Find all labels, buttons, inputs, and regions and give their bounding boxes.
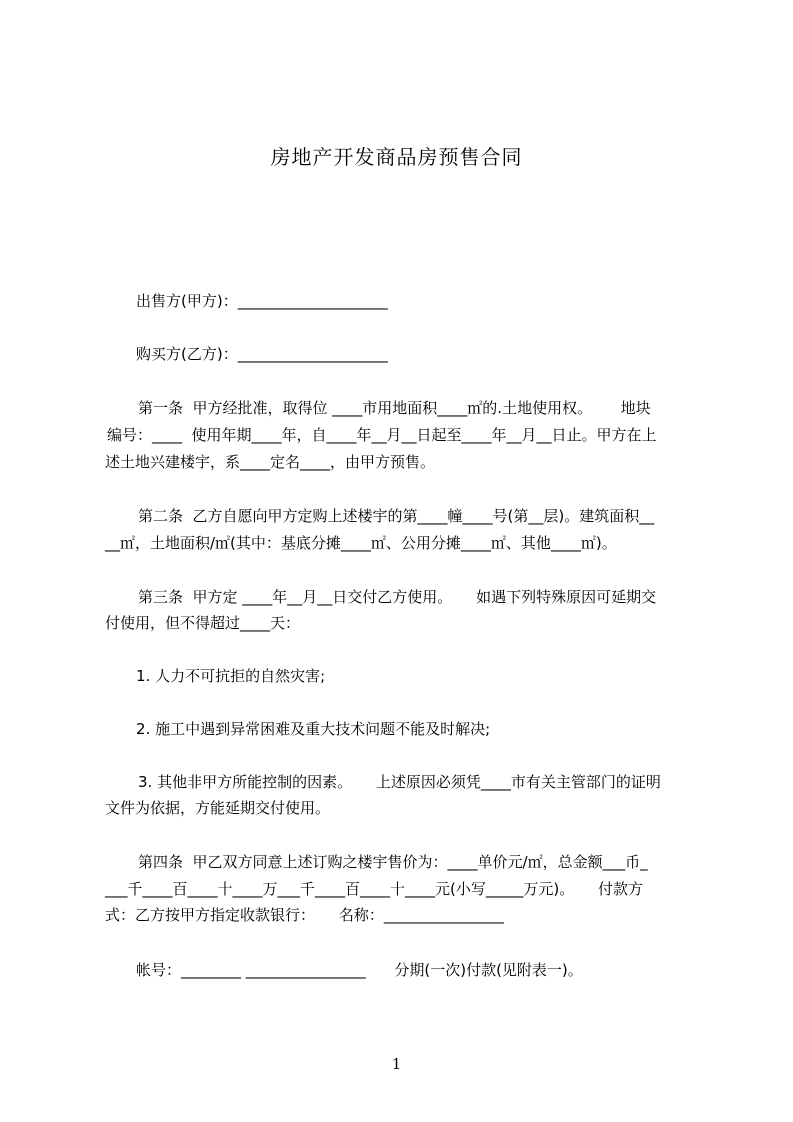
article4-line2: ___千____百____十____万___千____百____十____元(小写_____万元)。 付款方 (105, 880, 644, 898)
account-line: 帐号：________ ________________ 分期(一次)付款(见附表一)。 (136, 961, 583, 979)
page-title: 房地产开发商品房预售合同 (270, 145, 523, 169)
article3-line2: 付使用，但不得超过____天： (105, 614, 301, 632)
article4-line3: 式：乙方按甲方指定收款银行： 名称：________________ (105, 906, 504, 924)
buyer-line: 购买方(乙方)：____________________ (136, 345, 388, 363)
list-item-1: 1. 人力不可抗拒的自然灾害; (136, 667, 326, 685)
article1-line2: 编号：____ 使用年期____年，自____年__月__日起至____年__月__日止。甲方在上 (107, 426, 657, 444)
list-item-3-line1: 3. 其他非甲方所能控制的因素。 上述原因必须凭____市有关主管部门的证明 (138, 773, 661, 791)
list-item-3-line2: 文件为依据，方能延期交付使用。 (105, 799, 331, 817)
article2-line2: __㎡，土地面积/㎡(其中：基底分摊____㎡、公用分摊____㎡、其他____㎡)。 (105, 534, 617, 552)
seller-line: 出售方(甲方)：____________________ (136, 292, 388, 310)
article1-line3: 述土地兴建楼宇，系____定名____，由甲方预售。 (105, 453, 436, 471)
page-number: 1 (391, 1055, 402, 1073)
article2-line1: 第二条 乙方自愿向甲方定购上述楼宇的第____幢____号(第__层)。建筑面积__ (138, 507, 655, 525)
article3-line1: 第三条 甲方定 ____年__月__日交付乙方使用。 如遇下列特殊原因可延期交 (138, 588, 657, 606)
article4-line1: 第四条 甲乙双方同意上述订购之楼宇售价为：____单价元/㎡，总金额___币_ (138, 853, 648, 871)
article1-line1: 第一条 甲方经批准，取得位 ____市用地面积____㎡的.土地使用权。 地块 (138, 399, 651, 417)
list-item-2: 2. 施工中遇到异常困难及重大技术问题不能及时解决; (136, 720, 491, 738)
